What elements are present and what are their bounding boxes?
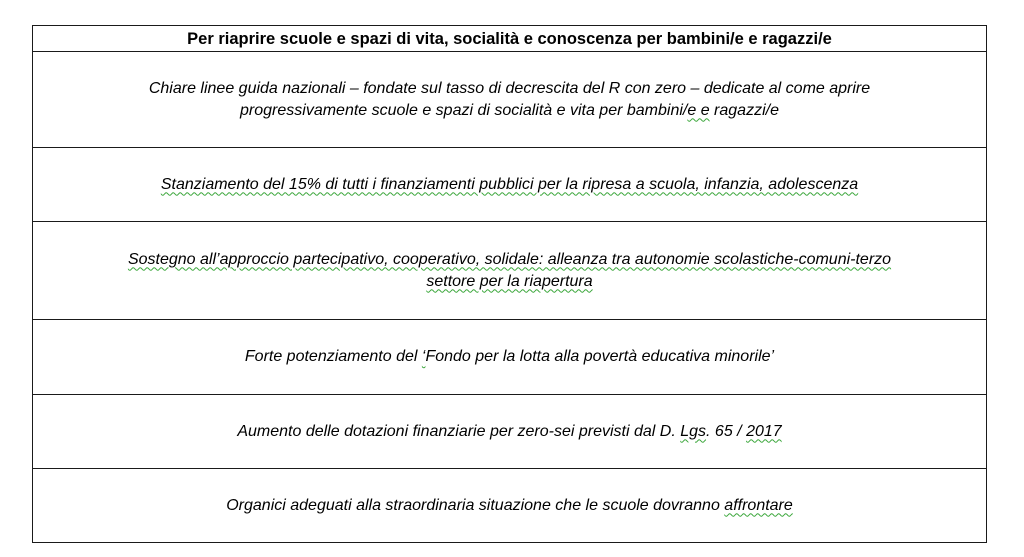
table-row [33,52,987,148]
spellcheck-flagged-text: Sostegno all’approccio partecipativo, cooperativo, solidale: alleanza tra autonomie scolastiche-comuni-terzo [127,250,892,268]
spellcheck-flagged-text: e e [687,101,710,119]
table-row [33,320,987,395]
row-text-line: Chiare linee guida nazionali – fondate sul tasso di decrescita del R con zero – dedicate al come aprire [148,79,871,97]
spellcheck-flagged-text: Stanziamento del 15% di tutti i finanziamenti pubblici per la ripresa a scuola, infanzia, adolescenza [160,175,859,193]
row-text: Forte potenziamento del [244,348,422,365]
spellcheck-flagged-text: Lgs [680,422,707,440]
table-row [33,395,987,469]
row-text-line: ragazzi/e [709,101,779,119]
row-text-line: progressivamente scuole e spazi di socialità e vita per bambini/ [240,101,688,119]
spellcheck-flagged-text: 2017 [746,422,782,440]
spellcheck-flagged-text: ‘ [421,348,426,365]
row-text: Aumento delle dotazioni finanziarie per zero-sei previsti dal D. [237,422,681,440]
row-text: Fondo per la lotta alla povertà educativa minorile’ [425,348,775,365]
row-text: Organici adeguati alla straordinaria situazione che le scuole dovranno [226,496,725,514]
spellcheck-flagged-text: settore per la riapertura [426,272,593,290]
table-row [33,222,987,320]
table-row [33,469,987,543]
table-header: Per riaprire scuole e spazi di vita, socialità e conoscenza per bambini/e e ragazzi/e [33,26,987,52]
spellcheck-flagged-text: affrontare [724,496,793,514]
table-row [33,148,987,222]
row-text: . 65 / [706,422,747,440]
proposals-table [32,25,987,543]
